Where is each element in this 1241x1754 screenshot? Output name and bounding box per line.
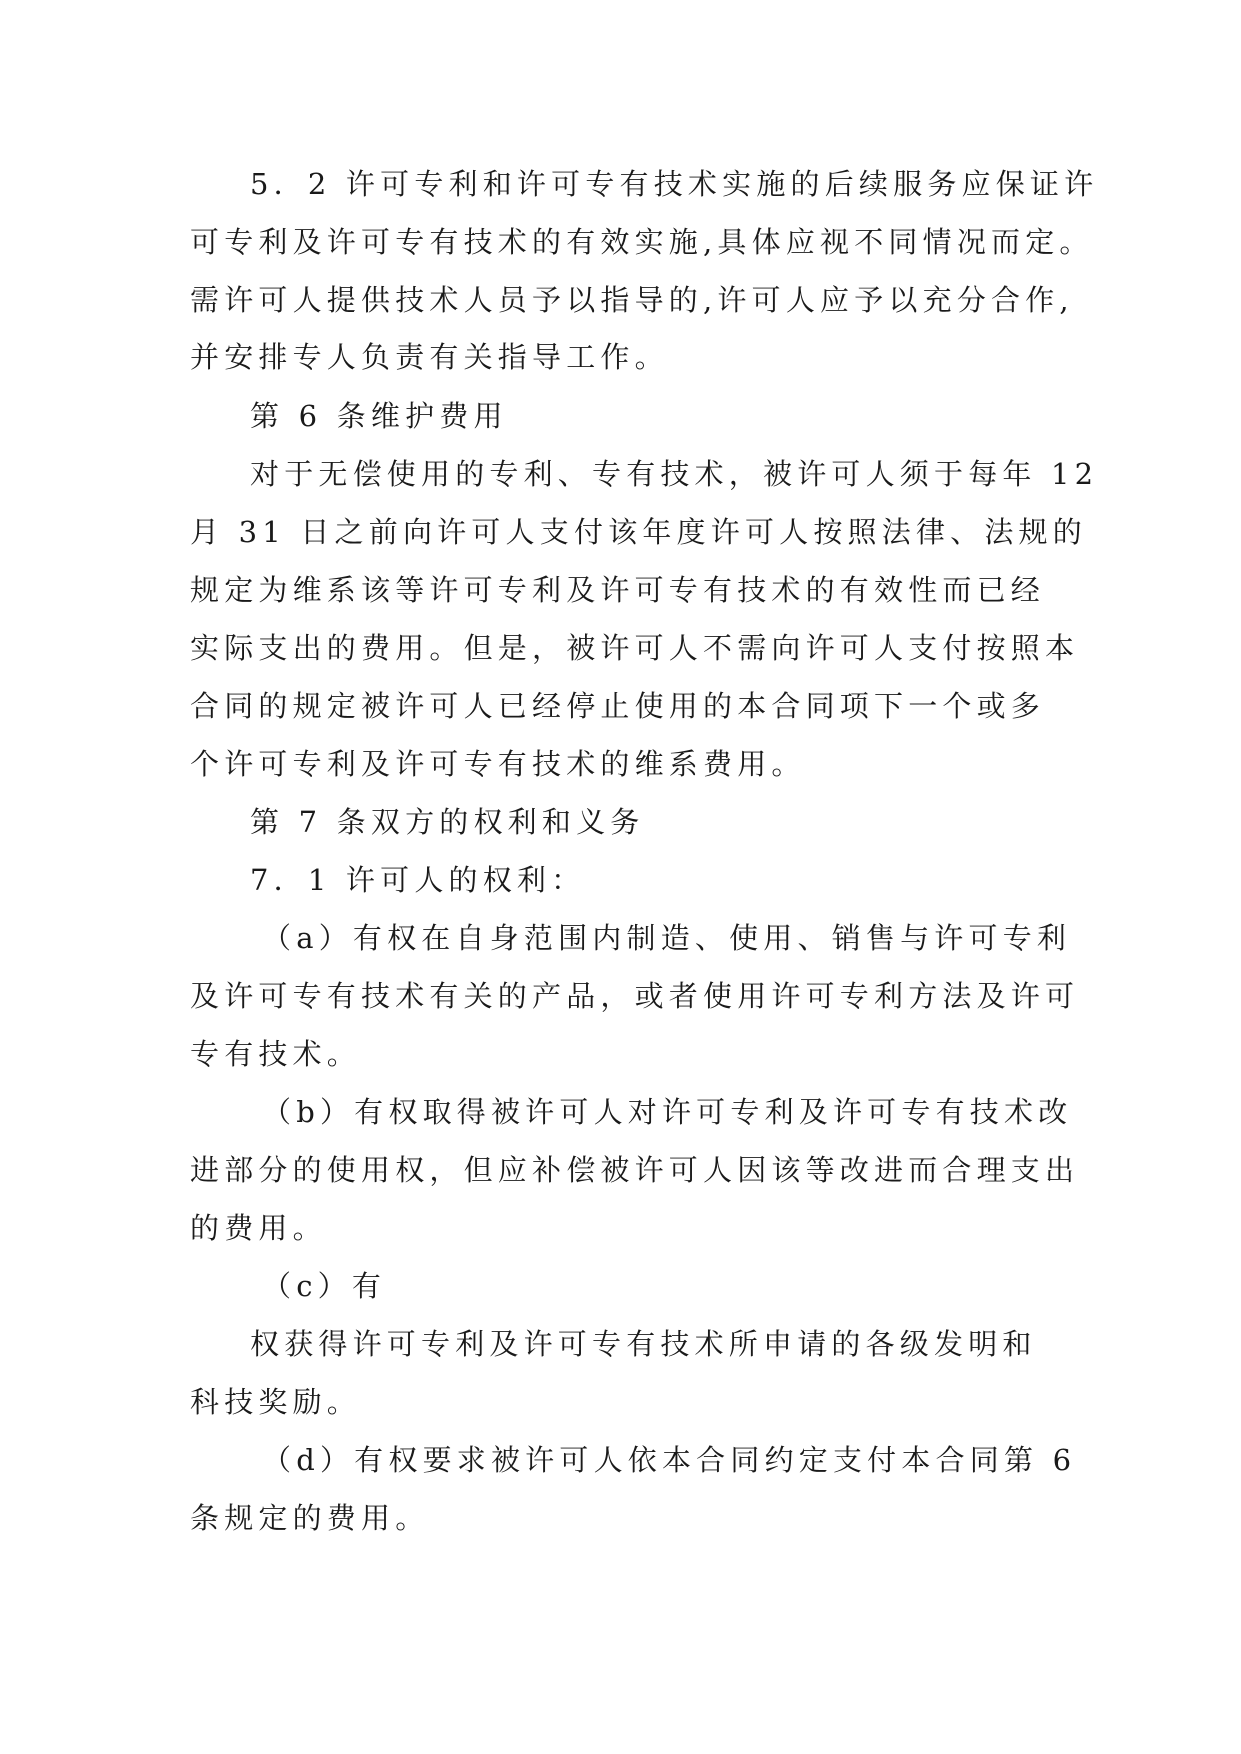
item-a-line-2: 及许可专有技术有关的产品，或者使用许可专利方法及许可 <box>190 979 1080 1013</box>
article-6-paragraph-line-2: 月 31 日之前向许可人支付该年度许可人按照法律、法规的 <box>190 515 1087 549</box>
article-6-paragraph-line-1: 对于无偿使用的专利、专有技术，被许可人须于每年 12 <box>250 457 1099 491</box>
article-6-paragraph-line-3: 规定为维系该等许可专利及许可专有技术的有效性而已经 <box>190 573 1046 607</box>
article-6-heading: 第 6 条维护费用 <box>250 399 508 433</box>
item-b-line-1: （b）有权取得被许可人对许可专利及许可专有技术改 <box>262 1095 1073 1129</box>
item-c-line-3: 科技奖励。 <box>190 1385 362 1419</box>
clause-5-2-line-2: 可专利及许可专有技术的有效实施,具体应视不同情况而定。 <box>190 225 1094 259</box>
item-a-line-1: （a）有权在自身范围内制造、使用、销售与许可专利 <box>262 921 1072 955</box>
article-6-paragraph-line-5: 合同的规定被许可人已经停止使用的本合同项下一个或多 <box>190 689 1046 723</box>
clause-7-1-heading: 7．1 许可人的权利： <box>250 863 586 897</box>
item-b-line-2: 进部分的使用权，但应补偿被许可人因该等改进而合理支出 <box>190 1153 1080 1187</box>
item-d-line-1: （d）有权要求被许可人依本合同约定支付本合同第 6 <box>262 1443 1077 1477</box>
clause-5-2-line-1: 5．2 许可专利和许可专有技术实施的后续服务应保证许 <box>250 167 1099 201</box>
article-7-heading: 第 7 条双方的权利和义务 <box>250 805 645 839</box>
item-b-line-3: 的费用。 <box>190 1211 327 1245</box>
article-6-paragraph-line-6: 个许可专利及许可专有技术的维系费用。 <box>190 747 806 781</box>
item-a-line-3: 专有技术。 <box>190 1037 362 1071</box>
article-6-paragraph-line-4: 实际支出的费用。但是，被许可人不需向许可人支付按照本 <box>190 631 1080 665</box>
item-c-line-1: （c）有 <box>262 1269 387 1303</box>
clause-5-2-line-4: 并安排专人负责有关指导工作。 <box>190 340 669 374</box>
clause-5-2-line-3: 需许可人提供技术人员予以指导的,许可人应予以充分合作, <box>190 283 1074 317</box>
item-d-line-2: 条规定的费用。 <box>190 1501 430 1535</box>
item-c-line-2: 权获得许可专利及许可专有技术所申请的各级发明和 <box>250 1327 1037 1361</box>
